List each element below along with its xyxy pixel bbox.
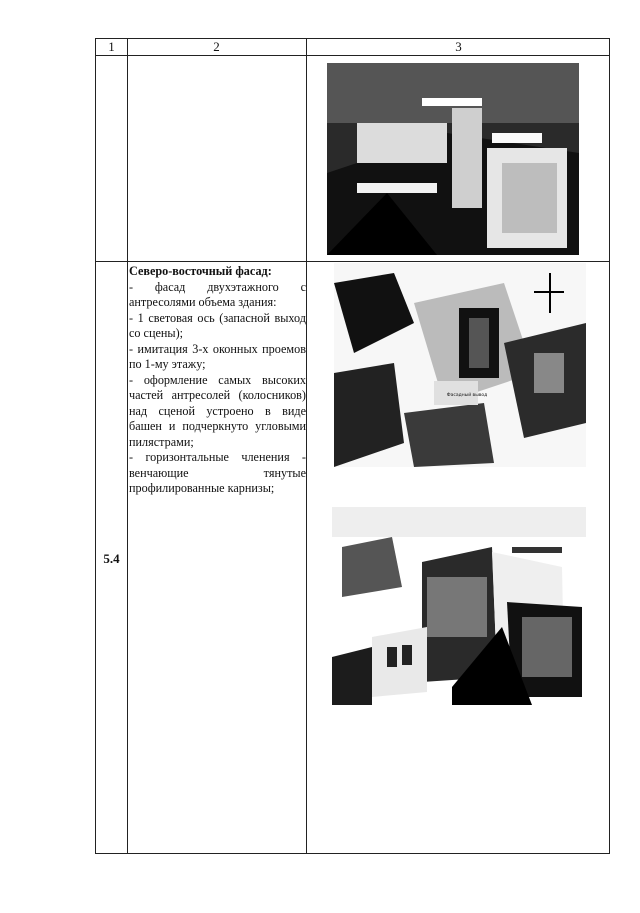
row-divider [96,261,609,262]
description-item: - горизонтальные членения - венчающие тянутые профилированные карнизы; [129,450,306,495]
column-divider [127,39,128,853]
photo-sign: Фасадный вывод [446,393,488,398]
header-col-2: 2 [213,39,220,54]
attribute-table [95,38,610,854]
facade-title: Северо-восточный фасад: [129,264,272,278]
header-divider [96,55,609,56]
description-item: - имитация 3-х оконных проемов по 1-му этажу; [129,341,306,371]
description-item: - 1 световая ось (запасной выход со сцены); [129,310,306,340]
row-description [129,264,306,497]
facade-photo-3 [332,507,586,705]
description-item: - фасад двухэтажного с антресолями объема здания: [129,279,306,309]
header-col-3: 3 [455,39,462,54]
facade-photo-2 [334,263,586,467]
header-col-1: 1 [108,39,115,54]
column-divider [306,39,307,853]
description-item: - оформление самых высоких частей антресолей (колосников) над сценой устроено в виде башен и подчеркнуто угловыми пилястрами; [129,372,306,449]
row-number: 5.4 [103,551,120,566]
facade-photo-1 [327,63,579,255]
